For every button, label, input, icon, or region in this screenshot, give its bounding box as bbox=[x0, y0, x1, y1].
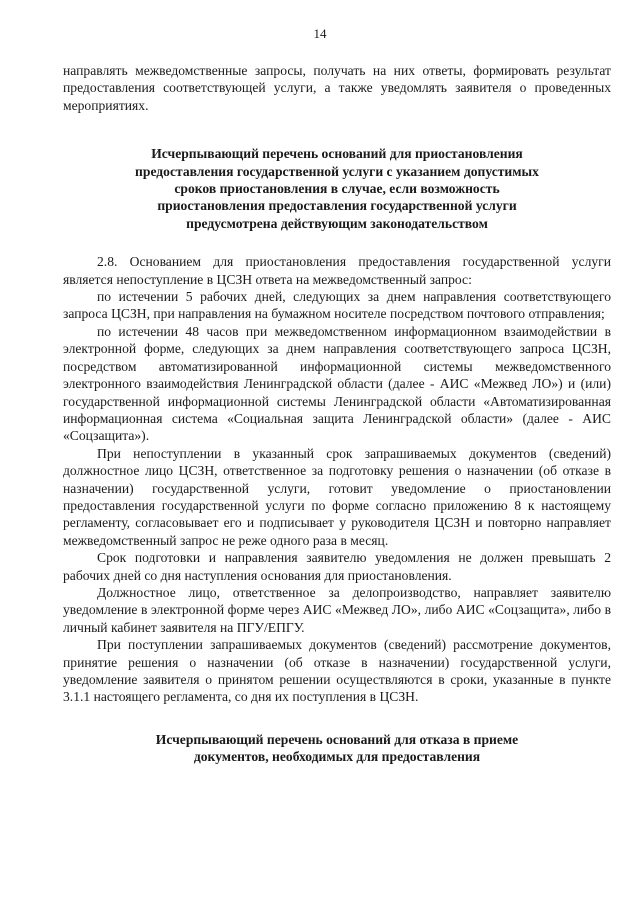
paragraph-continuation: направлять межведомственные запросы, получать на них ответы, формировать результат предоставления соответствующей услуги, а также уведомлять заявителя о проведенных мероприятиях. bbox=[63, 63, 611, 113]
heading-line: предоставления государственной услуги с указанием допустимых bbox=[135, 163, 539, 179]
paragraph-electronic-request: по истечении 48 часов при межведомственном информационном взаимодействии в электронной форме, следующих за днем направления соответствующего запроса ЦСЗН, посредством автоматизированной информационной системы межведомственного электронного взаимодействия Ленинградской области (далее - АИС «Межвед ЛО») и (или) государственной информационной системы Ленинградской области «Автоматизированная информационная система «Социальная защита Ленинградской области» (далее - АИС «Соцзащита»). bbox=[63, 323, 611, 444]
paragraph-documents-received: При поступлении запрашиваемых документов (сведений) рассмотрение документов, принятие решения о назначении (об отказе в назначении) государственной услуги, уведомление заявителя о принятом решении осуществляются в сроки, указанные в пункте 3.1.1 настоящего регламента, со дня их поступления в ЦСЗН. bbox=[63, 637, 611, 705]
heading-line: сроков приостановления в случае, если возможность bbox=[174, 181, 500, 197]
paragraph-paper-request: по истечении 5 рабочих дней, следующих за днем направления соответствующего запроса ЦСЗН, при направления на бумажном носителе посредством почтового отправления; bbox=[63, 289, 611, 322]
paragraph-non-receipt: При непоступлении в указанный срок запрашиваемых документов (сведений) должностное лицо ЦСЗН, ответственное за подготовку решения о назначении (об отказе в назначении) государственной услуги, готовит уведомление о приостановлении предоставления государственной услуги по форме согласно приложению 8 к настоящему регламенту, согласовывает его и подписывает у руководителя ЦСЗН и повторно направляет межведомственный запрос не реже одного раза в месяц. bbox=[63, 445, 611, 548]
page-content bbox=[63, 62, 611, 766]
paragraph-2-8: 2.8. Основанием для приостановления предоставления государственной услуги является непоступление в ЦСЗН ответа на межведомственный запрос: bbox=[63, 254, 611, 287]
heading-line: Исчерпывающий перечень оснований для приостановления bbox=[151, 146, 523, 162]
section-heading-refusal bbox=[63, 731, 611, 766]
section-heading-suspension bbox=[63, 145, 611, 232]
heading-line: Исчерпывающий перечень оснований для отказа в приеме bbox=[155, 731, 519, 747]
page-number: 14 bbox=[313, 26, 327, 41]
heading-line: документов, необходимых для предоставления bbox=[193, 749, 481, 765]
paragraph-notice-delivery: Должностное лицо, ответственное за делопроизводство, направляет заявителю уведомление в электронной форме через АИС «Межвед ЛО», либо АИС «Соцзащита», либо в личный кабинет заявителя на ПГУ/ЕПГУ. bbox=[63, 584, 611, 635]
heading-line: предусмотрена действующим законодательством bbox=[186, 215, 488, 231]
heading-line: приостановления предоставления государственной услуги bbox=[157, 198, 517, 214]
paragraph-notice-deadline: Срок подготовки и направления заявителю уведомления не должен превышать 2 рабочих дней со дня наступления основания для приостановления. bbox=[63, 550, 611, 583]
